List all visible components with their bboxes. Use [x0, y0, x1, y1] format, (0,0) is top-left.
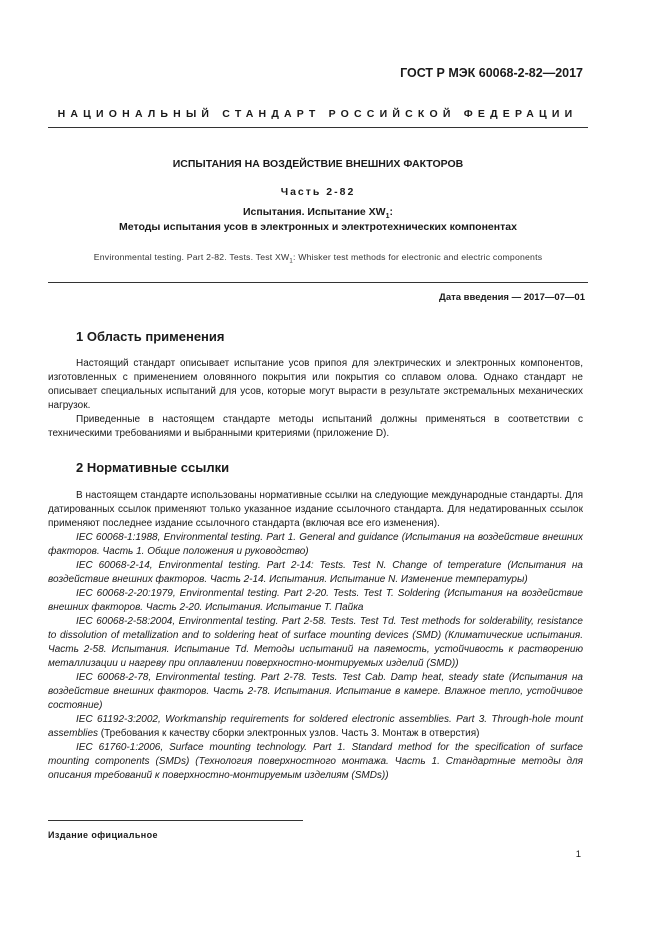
section-1-paragraph: Приведенные в настоящем стандарте методы испытаний должны применяться в соответствии с техническими требованиями и выбранными критериями (приложение D). — [48, 414, 583, 439]
part-label: Часть 2-82 — [280, 186, 356, 198]
header-rule — [48, 127, 588, 128]
section-1-body — [48, 357, 583, 441]
section-2-heading: 2 Нормативные ссылки — [76, 460, 230, 475]
section-2-intro: В настоящем стандарте использованы нормативные ссылки на следующие международные стандарты. Для датированных ссылок применяют только указанное издание ссылочного стандарта. Для недатированных ссылок применяют последнее издание ссылочного стандарта (включая все его изменения). — [48, 490, 583, 529]
section-1-paragraph: Настоящий стандарт описывает испытание усов припоя для электрических и электронных компонентов, изготовленных с применением оловянного покрытия или покрытия со сплавом олова. Однако стандарт не описывает специальных испытаний для усов, которые могут вырасти в результате экстремальных механических нагрузок. — [48, 358, 583, 411]
document-number: ГОСТ Р МЭК 60068-2-82—2017 — [400, 66, 583, 80]
normative-reference: IEC 60068-2-20:1979, Environmental testing. Part 2-20. Tests. Test T. Soldering (Испытания на воздействие внешних факторов. Часть 2-20. Испытания. Испытание Т. Пайка — [48, 588, 583, 613]
section-2-body — [48, 489, 583, 783]
normative-reference: IEC 60068-2-14, Environmental testing. Part 2-14: Tests. Test N. Change of temperature (Испытания на воздействие внешних факторов. Часть 2-14. Испытания. Испытание N. Изменение температуры) — [48, 560, 583, 585]
footer-rule — [48, 820, 303, 821]
normative-reference: IEC 60068-1:1988, Environmental testing. Part 1. General and guidance (Испытания на воздействие внешних факторов. Часть 1. Общие положения и руководство) — [48, 532, 583, 557]
effective-date: Дата введения — 2017—07—01 — [439, 292, 585, 303]
page-number: 1 — [575, 849, 581, 860]
standard-title: ИСПЫТАНИЯ НА ВОЗДЕЙСТВИЕ ВНЕШНИХ ФАКТОРОВ — [172, 158, 464, 170]
normative-reference: IEC 61192-3:2002, Workmanship requirements for soldered electronic assemblies. Part 3. Through-hole mount assemblies (Требования к качеству сборки электронных узлов. Часть 3. Монтаж в отверстия) — [48, 714, 583, 739]
section-1-heading: 1 Область применения — [76, 329, 225, 344]
national-standard-banner: НАЦИОНАЛЬНЫЙ СТАНДАРТ РОССИЙСКОЙ ФЕДЕРАЦИИ — [57, 108, 578, 120]
normative-reference: IEC 60068-2-58:2004, Environmental testing. Part 2-58. Tests. Test Td. Test methods for solderability, resistance to dissolution of metallization and to soldering heat of surface mounting devices (SMD) (Климатические испытания. Часть 2-58. Испытания. Испытание Td. Методы испытаний на паяемость, устойчивость к растворению металлизации и нагреву при оплавлении поверхностно-монтируемых изделий (SMD)) — [48, 616, 583, 669]
official-edition-label: Издание официальное — [48, 830, 158, 840]
title-rule — [48, 282, 588, 283]
normative-reference: IEC 60068-2-78, Environmental testing. Part 2-78. Tests. Test Cab. Damp heat, steady state (Испытания на воздействие внешних факторов. Часть 2-78. Испытания. Испытание в камере. Влажное тепло, устойчивое состояние) — [48, 672, 583, 711]
subtitle-line-1: Испытания. Испытание $XW_1$: — [243, 206, 393, 221]
subtitle-line-2: Методы испытания усов в электронных и электротехнических компонентах — [119, 221, 517, 233]
normative-reference: IEC 61760-1:2006, Surface mounting technology. Part 1. Standard method for the specification of surface mounting components (SMDs) (Технология поверхностного монтажа. Часть 1. Стандартные методы для описания требований к поверхностно-монтируемым изделиям (SMDs)) — [48, 742, 583, 781]
english-title: Environmental testing. Part 2-82. Tests. Test $XW_1$: Whisker test methods for electronic and electric components — [93, 252, 543, 265]
